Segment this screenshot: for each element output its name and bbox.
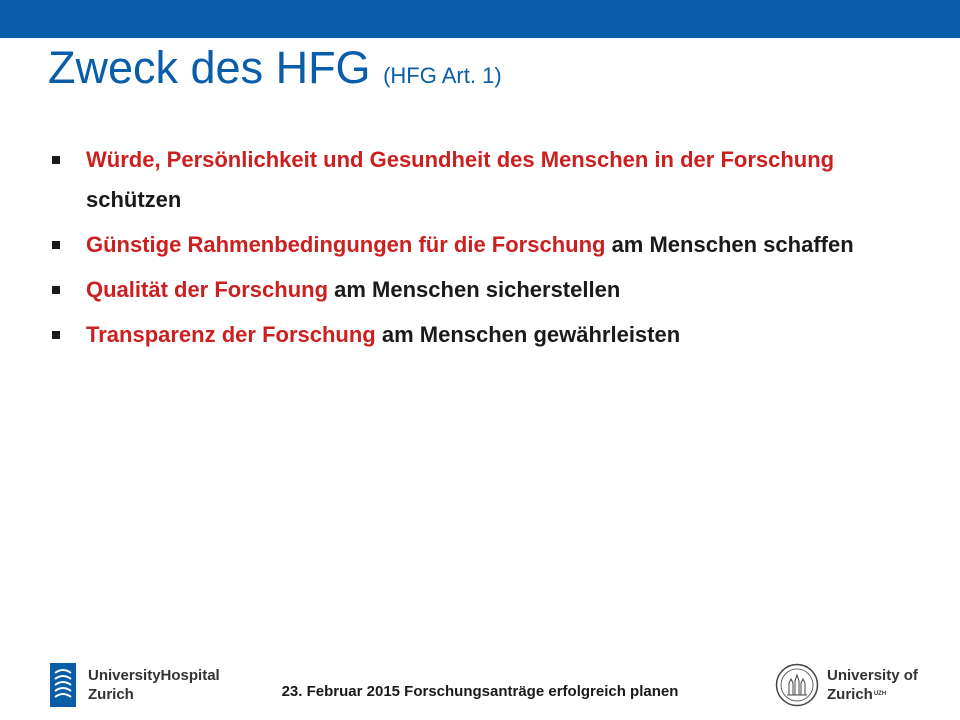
bullet-rest: schützen	[86, 187, 182, 212]
header-bar	[0, 0, 960, 38]
bullet-highlight: Würde, Persönlichkeit und Gesundheit des Menschen in der Forschung	[86, 147, 835, 172]
usz-name-line2: Zurich	[88, 686, 134, 703]
bullet-highlight: Transparenz der Forschung	[86, 322, 376, 347]
uzh-abbr: UZH	[873, 691, 887, 697]
slide-title	[48, 38, 502, 106]
uzh-name-line2: Zurich	[827, 686, 873, 703]
bullet-highlight: Qualität der Forschung	[86, 277, 329, 302]
bullet-square-icon	[52, 286, 60, 294]
bullet-highlight: Günstige Rahmenbedingungen für die Forschung	[86, 232, 606, 257]
footer-caption: 23. Februar 2015 Forschungsanträge erfolgreich planen	[281, 683, 679, 700]
bullet-list	[46, 140, 896, 360]
university-of-zurich-logo	[775, 661, 918, 709]
title-main: Zweck des HFG	[48, 42, 371, 93]
bullet-rest: am Menschen schaffen	[605, 232, 854, 257]
bullet-square-icon	[52, 331, 60, 339]
bullet-item	[46, 140, 896, 220]
usz-name-line1: UniversityHospital	[88, 667, 220, 684]
uzh-seal-icon	[775, 663, 819, 707]
bullet-item	[46, 225, 896, 265]
bullet-item	[46, 270, 896, 310]
title-sub: (HFG Art. 1)	[383, 63, 502, 88]
bullet-square-icon	[52, 241, 60, 249]
bullet-rest: am Menschen sicherstellen	[328, 277, 621, 302]
uzh-name-line1: University of	[827, 667, 918, 684]
bullet-item	[46, 315, 896, 355]
bullet-square-icon	[52, 156, 60, 164]
bullet-rest: am Menschen gewährleisten	[375, 322, 681, 347]
